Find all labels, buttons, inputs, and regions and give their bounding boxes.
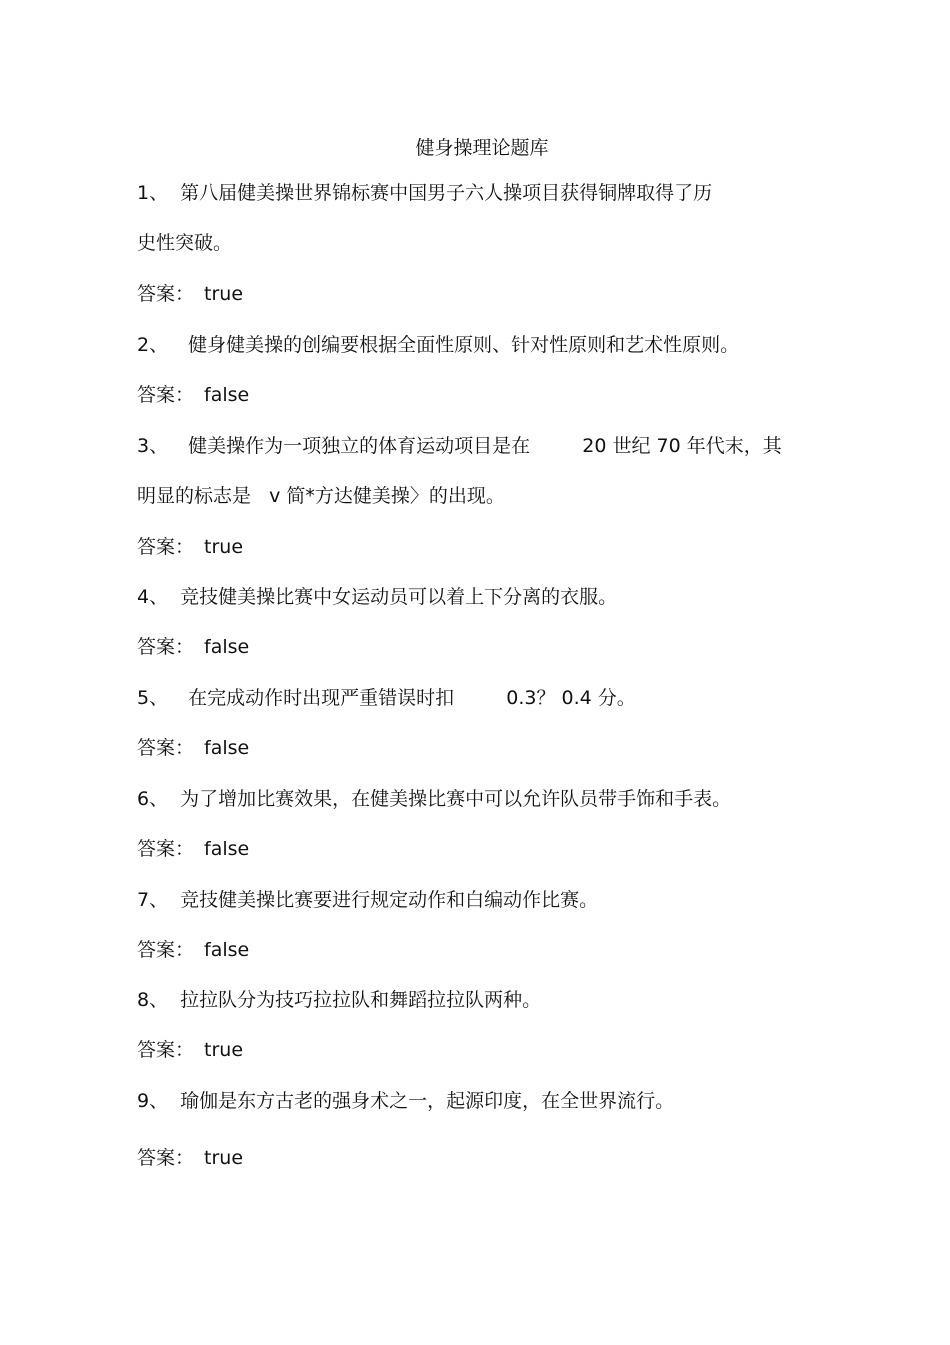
question-text: 第八届健美操世界锦标赛中国男子六人操项目获得铜牌取得了历 (180, 182, 713, 204)
answer-7 (137, 938, 249, 962)
question-number: 9、 (137, 1090, 169, 1112)
question-1 (137, 181, 712, 205)
question-text: 20 世纪 70 年代末，其 (582, 435, 782, 457)
question-8 (137, 988, 541, 1012)
answer-label: 答案： (137, 737, 195, 759)
question-5 (137, 686, 636, 710)
answer-5 (137, 736, 249, 760)
answer-1 (137, 282, 243, 306)
question-text: 竞技健美操比赛要进行规定动作和白编动作比赛。 (180, 889, 599, 911)
answer-2 (137, 383, 249, 407)
answer-label: 答案： (137, 536, 195, 558)
answer-label: 答案： (137, 636, 195, 658)
question-text: 竞技健美操比赛中女运动员可以着上下分离的衣服。 (180, 586, 618, 608)
page-title: 健身操理论题库 (415, 137, 549, 159)
question-text: 为了增加比赛效果，在健美操比赛中可以允许队员带手饰和手表。 (180, 788, 732, 810)
question-number: 4、 (137, 586, 169, 608)
answer-label: 答案： (137, 283, 195, 305)
question-text: 健身健美操的创编要根据全面性原则、针对性原则和艺术性原则。 (188, 334, 740, 356)
answer-label: 答案： (137, 384, 195, 406)
answer-label: 答案： (137, 1039, 195, 1061)
answer-8 (137, 1038, 243, 1062)
question-1-continued (137, 231, 232, 255)
answer-value: false (204, 838, 250, 860)
question-3-continued (137, 484, 505, 508)
question-text: 瑜伽是东方古老的强身术之一，起源印度，在全世界流行。 (180, 1090, 675, 1112)
question-text: 明显的标志是 v 简*方达健美操〉的出现。 (137, 485, 505, 507)
question-text: 拉拉队分为技巧拉拉队和舞蹈拉拉队两种。 (180, 989, 542, 1011)
question-4 (137, 585, 617, 609)
answer-value: true (204, 283, 244, 305)
question-number: 6、 (137, 788, 169, 810)
question-number: 2、 (137, 334, 169, 356)
answer-value: false (204, 636, 250, 658)
question-7 (137, 888, 598, 912)
question-3 (137, 434, 782, 458)
answer-label: 答案： (137, 838, 195, 860)
answer-value: true (204, 1039, 244, 1061)
answer-4 (137, 635, 249, 659)
answer-value: true (204, 1147, 244, 1169)
question-text: 在完成动作时出现严重错误时扣 (188, 687, 455, 709)
question-number: 3、 (137, 435, 169, 457)
answer-label: 答案： (137, 939, 195, 961)
question-number: 5、 (137, 687, 169, 709)
answer-value: true (204, 536, 244, 558)
question-text: 0.3？ 0.4 分。 (506, 687, 636, 709)
answer-6 (137, 837, 249, 861)
question-text: 健美操作为一项独立的体育运动项目是在 (188, 435, 531, 457)
question-6 (137, 787, 731, 811)
question-2 (137, 333, 739, 357)
question-number: 8、 (137, 989, 169, 1011)
answer-value: false (204, 384, 250, 406)
question-number: 1、 (137, 182, 169, 204)
answer-3 (137, 535, 243, 559)
answer-label: 答案： (137, 1147, 195, 1169)
question-9 (137, 1089, 674, 1113)
question-number: 7、 (137, 889, 169, 911)
answer-value: false (204, 737, 250, 759)
answer-9 (137, 1146, 243, 1170)
question-text: 史性突破。 (137, 232, 233, 254)
answer-value: false (204, 939, 250, 961)
